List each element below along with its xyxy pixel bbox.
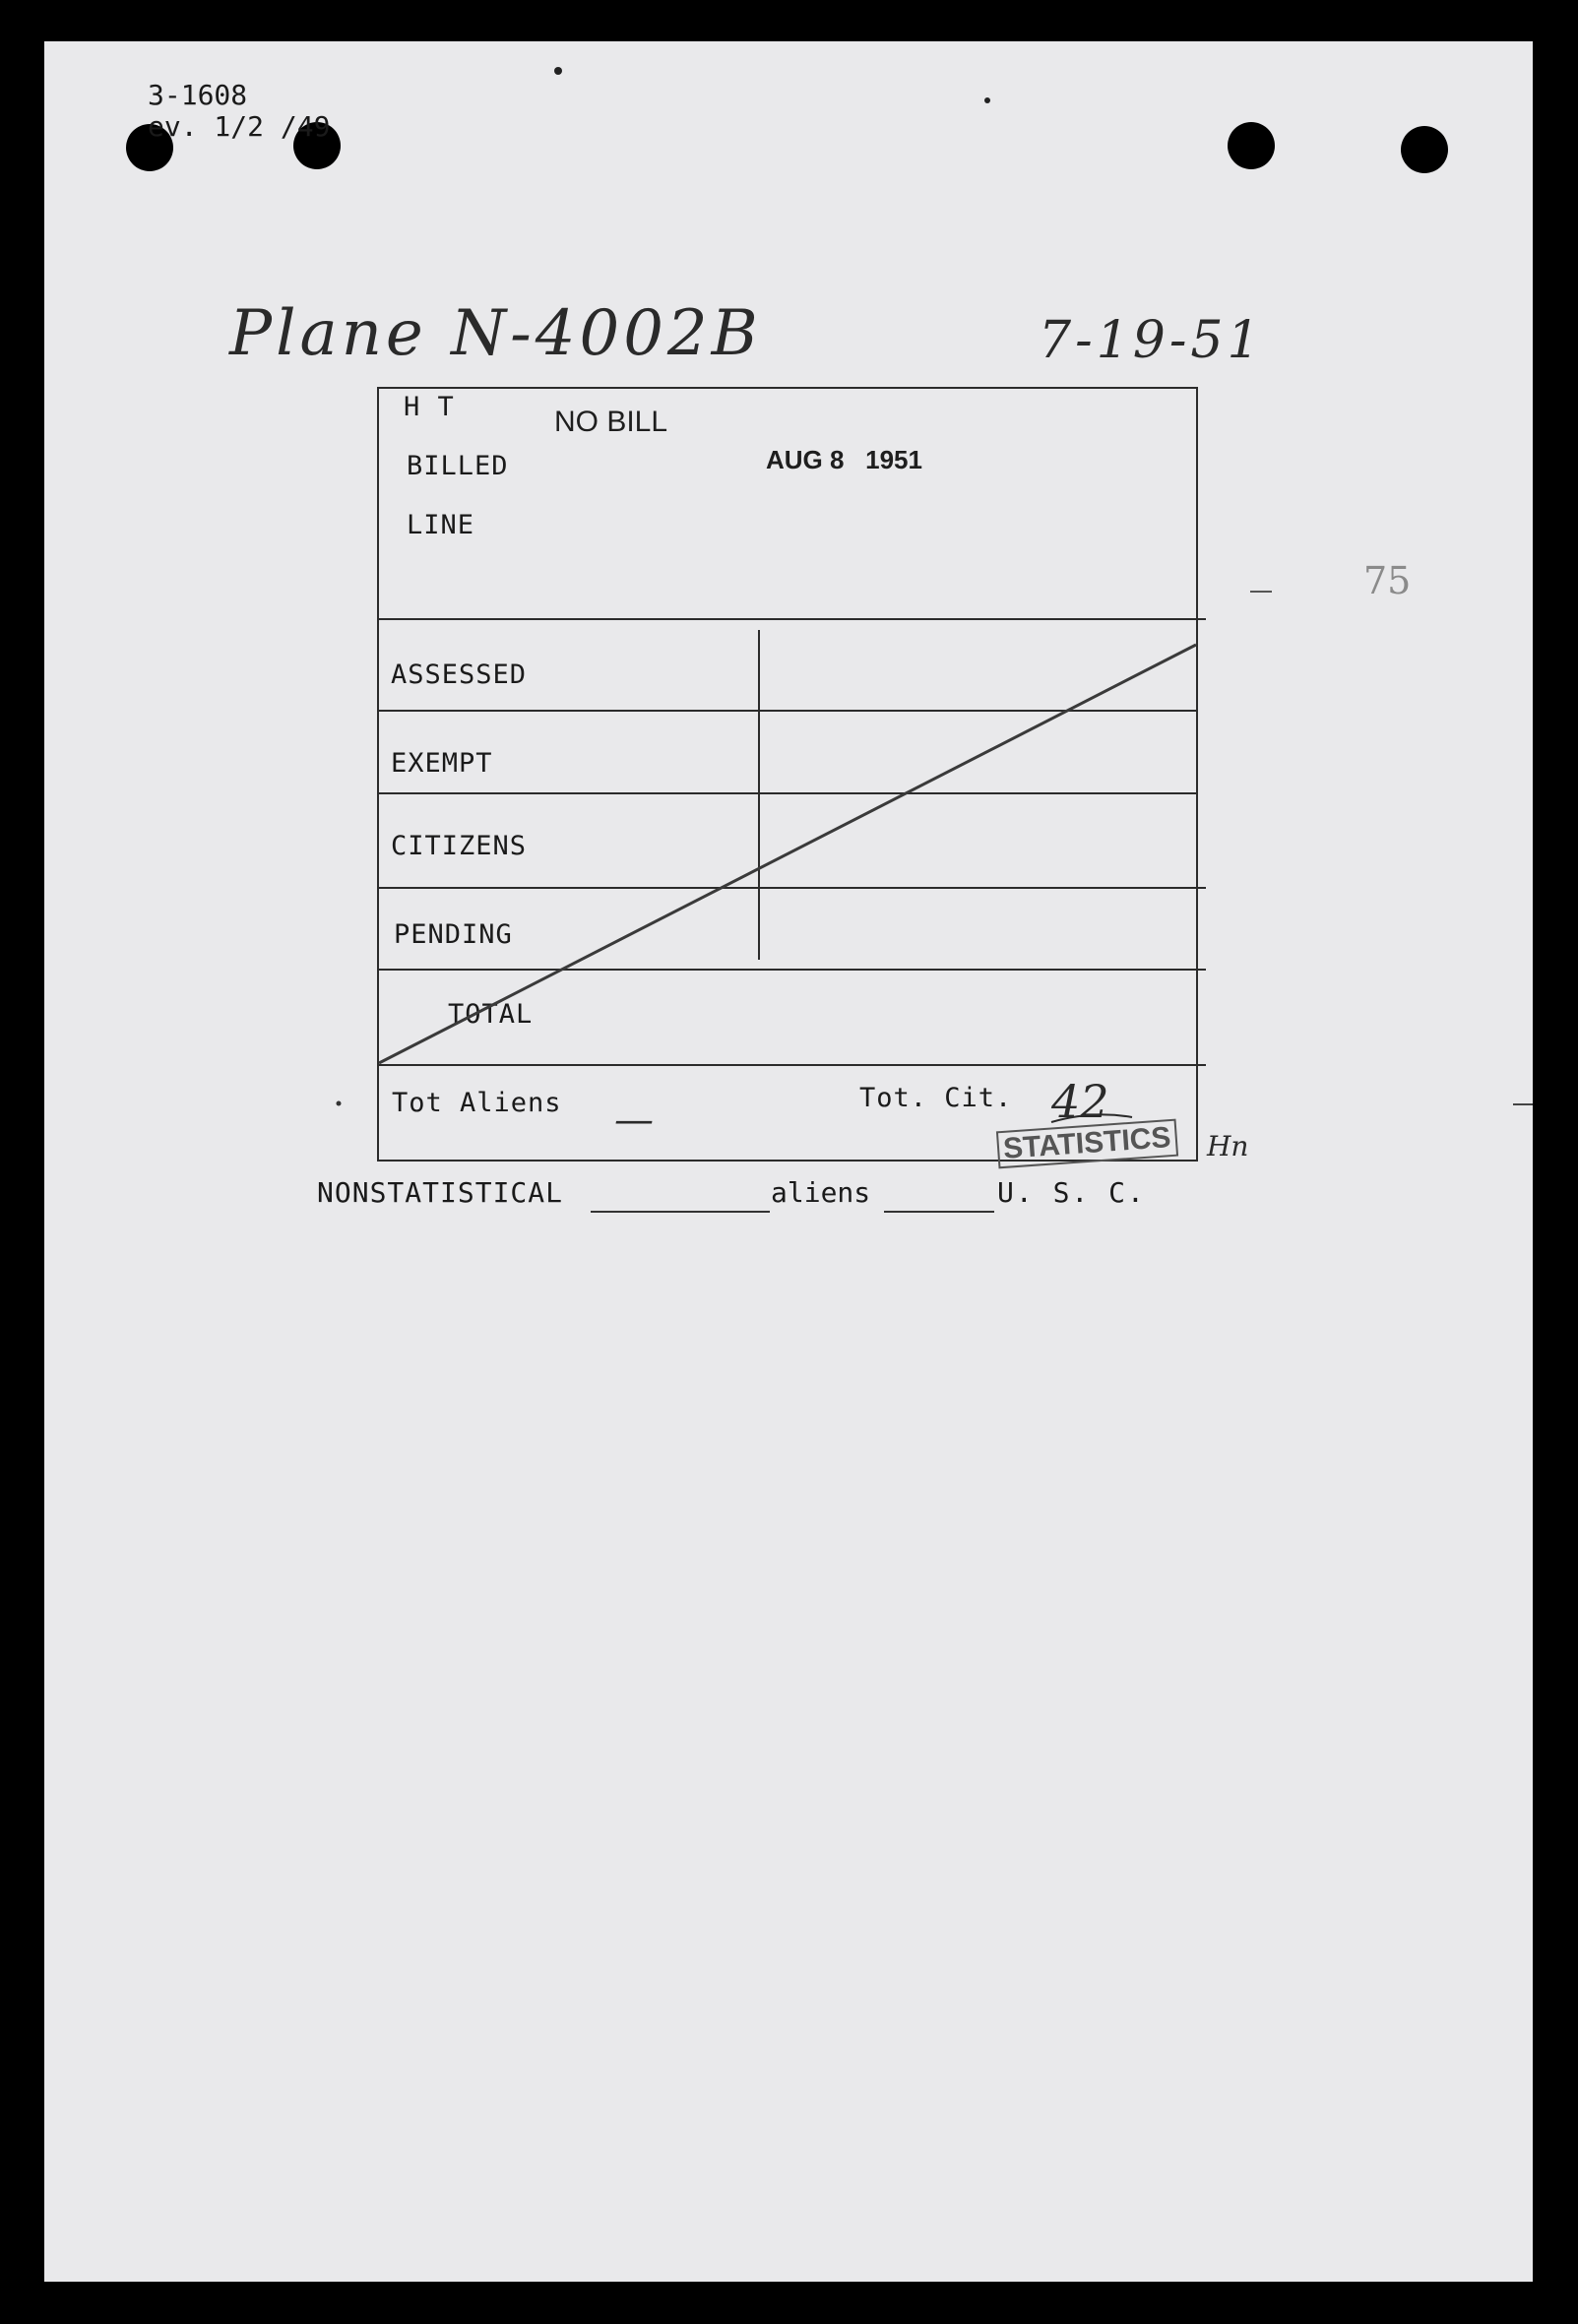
label-tot-aliens: Tot Aliens <box>392 1088 562 1118</box>
tot-aliens-dash: — <box>614 1098 654 1143</box>
plane-number-handwritten: Plane N-4002B <box>229 297 762 370</box>
statistics-stamp: STATISTICS <box>996 1119 1178 1169</box>
date-stamp: AUG 8 1951 <box>766 445 922 474</box>
aliens-label: aliens <box>771 1176 871 1209</box>
label-ht: H T <box>404 392 455 422</box>
date-handwritten: 7-19-51 <box>1039 311 1264 370</box>
margin-note: 75 <box>1363 559 1412 602</box>
form-revision: ev. 1/2 /49 <box>148 110 331 143</box>
label-pending: PENDING <box>394 919 513 950</box>
label-exempt: EXEMPT <box>391 748 493 779</box>
initials-handwritten: Hn <box>1207 1130 1249 1162</box>
tot-cit-value-handwritten: 42 <box>1051 1075 1109 1128</box>
label-total: TOTAL <box>448 999 534 1030</box>
label-line: LINE <box>407 510 475 540</box>
form-number: 3-1608 <box>148 79 248 111</box>
usc-label: U. S. C. <box>997 1176 1146 1209</box>
label-tot-cit: Tot. Cit. <box>859 1083 1013 1113</box>
label-citizens: CITIZENS <box>391 831 528 861</box>
nonstatistical-label: NONSTATISTICAL <box>317 1176 564 1209</box>
no-bill-stamp: NO BILL <box>554 406 668 438</box>
label-billed: BILLED <box>407 451 509 481</box>
label-assessed: ASSESSED <box>391 660 528 690</box>
